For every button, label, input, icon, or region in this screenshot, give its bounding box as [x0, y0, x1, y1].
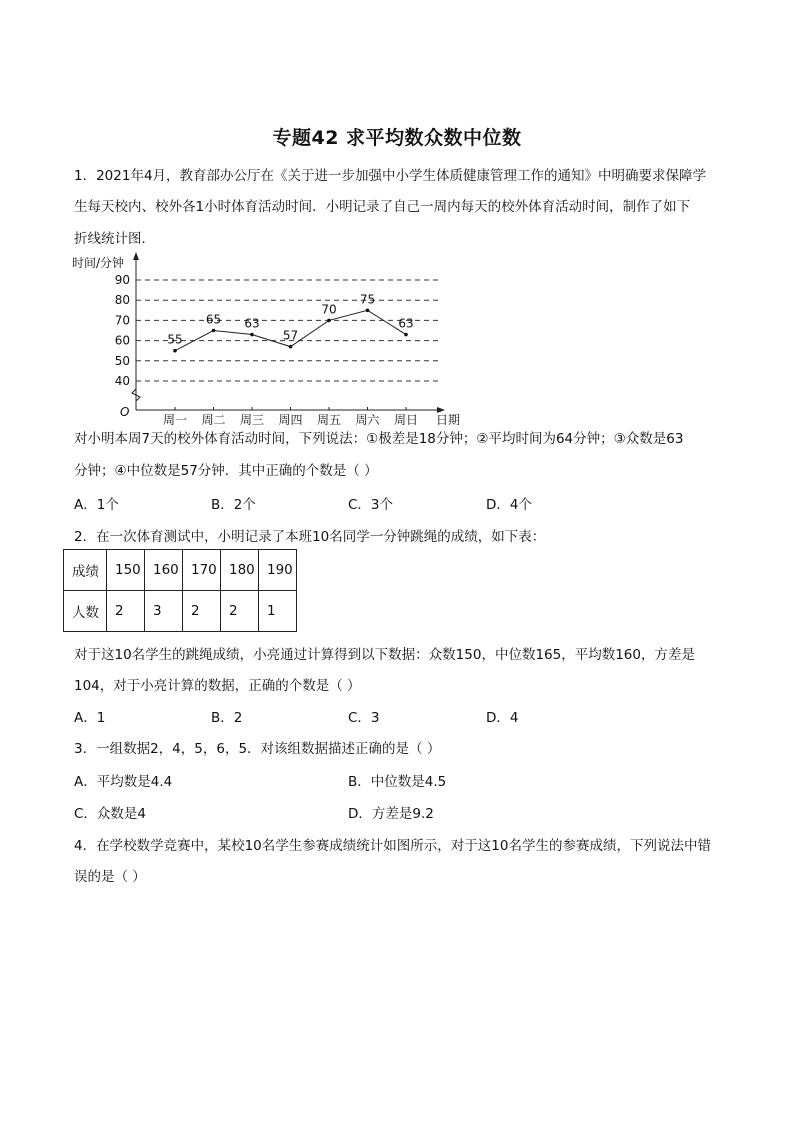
q2-option-a: A．1	[74, 710, 106, 726]
x-tick-label: 周六	[355, 413, 380, 425]
data-point	[327, 319, 331, 323]
q1-statements-line-2: 分钟；④中位数是57分钟．其中正确的个数是（ ）	[74, 463, 378, 479]
q3-line-1: 3．一组数据2，4，5，6，5．对该组数据描述正确的是（ ）	[74, 741, 441, 757]
scores-table	[63, 549, 297, 632]
table-cell: 2	[107, 591, 145, 632]
q4-line-2: 误的是（ ）	[74, 869, 146, 885]
y-tick-label: 80	[114, 293, 130, 308]
table-cell: 2	[183, 591, 221, 632]
table-cell: 1	[259, 591, 297, 632]
q1-line-3: 折线统计图．	[74, 231, 155, 247]
line-chart	[60, 250, 480, 425]
table-header-count: 人数	[64, 591, 107, 632]
q3-option-d: D．方差是9.2	[348, 806, 434, 822]
y-axis-arrow	[133, 252, 139, 260]
x-tick-label: 周三	[239, 413, 265, 425]
q4-line-1: 4．在学校数学竞赛中，某校10名学生参赛成绩统计如图所示，对于这10名学生的参赛成绩，下列说法中错	[74, 838, 711, 854]
table-cell: 2	[221, 591, 259, 632]
x-tick-label: 周二	[201, 413, 226, 425]
table-header-score: 成绩	[64, 550, 107, 591]
q1-option-a: A．1个	[74, 497, 119, 513]
x-tick-label: 周一	[162, 413, 188, 425]
y-tick-label: 50	[114, 353, 130, 368]
data-point	[173, 349, 177, 353]
q2-statement-line-2: 104，对于小亮计算的数据，正确的个数是（ ）	[74, 678, 361, 694]
y-tick-label: 40	[114, 374, 130, 388]
data-point	[366, 309, 370, 313]
data-label: 70	[321, 302, 337, 317]
y-tick-label: 60	[114, 333, 130, 348]
q2-option-b: B．2	[211, 710, 243, 726]
data-label: 57	[282, 328, 299, 343]
data-point	[404, 333, 408, 337]
x-tick-label: 周五	[316, 413, 342, 425]
q1-line-2: 生每天校内、校外各1小时体育活动时间．小明记录了自己一周内每天的校外体育活动时间，制作了如下	[74, 199, 691, 215]
table-cell: 3	[145, 591, 183, 632]
q2-option-c: C．3	[348, 710, 380, 726]
table-cell: 170	[183, 550, 221, 591]
q3-option-c: C．众数是4	[74, 806, 147, 822]
data-label: 63	[244, 316, 260, 331]
data-label: 65	[205, 312, 222, 327]
q1-line-1: 1．2021年4月，教育部办公厅在《关于进一步加强中小学生体质健康管理工作的通知》中明确要求保障学	[74, 168, 707, 184]
page-title: 专题42 求平均数众数中位数	[272, 127, 522, 149]
q1-option-d: D．4个	[486, 497, 532, 513]
q2-statement-line-1: 对于这10名学生的跳绳成绩，小亮通过计算得到以下数据：众数150，中位数165，平均数160，方差是	[74, 647, 695, 663]
table-row	[64, 550, 297, 591]
table-cell: 190	[259, 550, 297, 591]
table-cell: 160	[145, 550, 183, 591]
x-tick-label: 周日	[393, 413, 419, 425]
y-tick-label: 70	[114, 313, 130, 328]
y-axis-label: 时间/分钟	[72, 256, 125, 270]
q1-statements-line-1: 对小明本周7天的校外体育活动时间，下列说法：①极差是18分钟；②平均时间为64分钟；③众数是63	[74, 431, 684, 447]
x-axis-label: 日期	[435, 413, 461, 425]
data-label: 75	[359, 292, 376, 307]
data-point	[289, 345, 293, 349]
data-label: 63	[398, 316, 414, 331]
data-point	[212, 329, 216, 333]
data-label: 55	[167, 332, 183, 347]
table-row	[64, 591, 297, 632]
x-tick-label: 周四	[278, 413, 303, 425]
q3-option-a: A．平均数是4.4	[74, 774, 173, 790]
origin-label: O	[120, 405, 130, 419]
q2-option-d: D．4	[486, 710, 519, 726]
table-cell: 150	[107, 550, 145, 591]
q3-option-b: B．中位数是4.5	[348, 774, 447, 790]
q2-line-1: 2．在一次体育测试中，小明记录了本班10名同学一分钟跳绳的成绩，如下表：	[74, 529, 546, 545]
q1-option-b: B．2个	[211, 497, 256, 513]
data-point	[250, 333, 254, 337]
q1-option-c: C．3个	[348, 497, 394, 513]
y-tick-label: 90	[114, 273, 130, 287]
table-cell: 180	[221, 550, 259, 591]
